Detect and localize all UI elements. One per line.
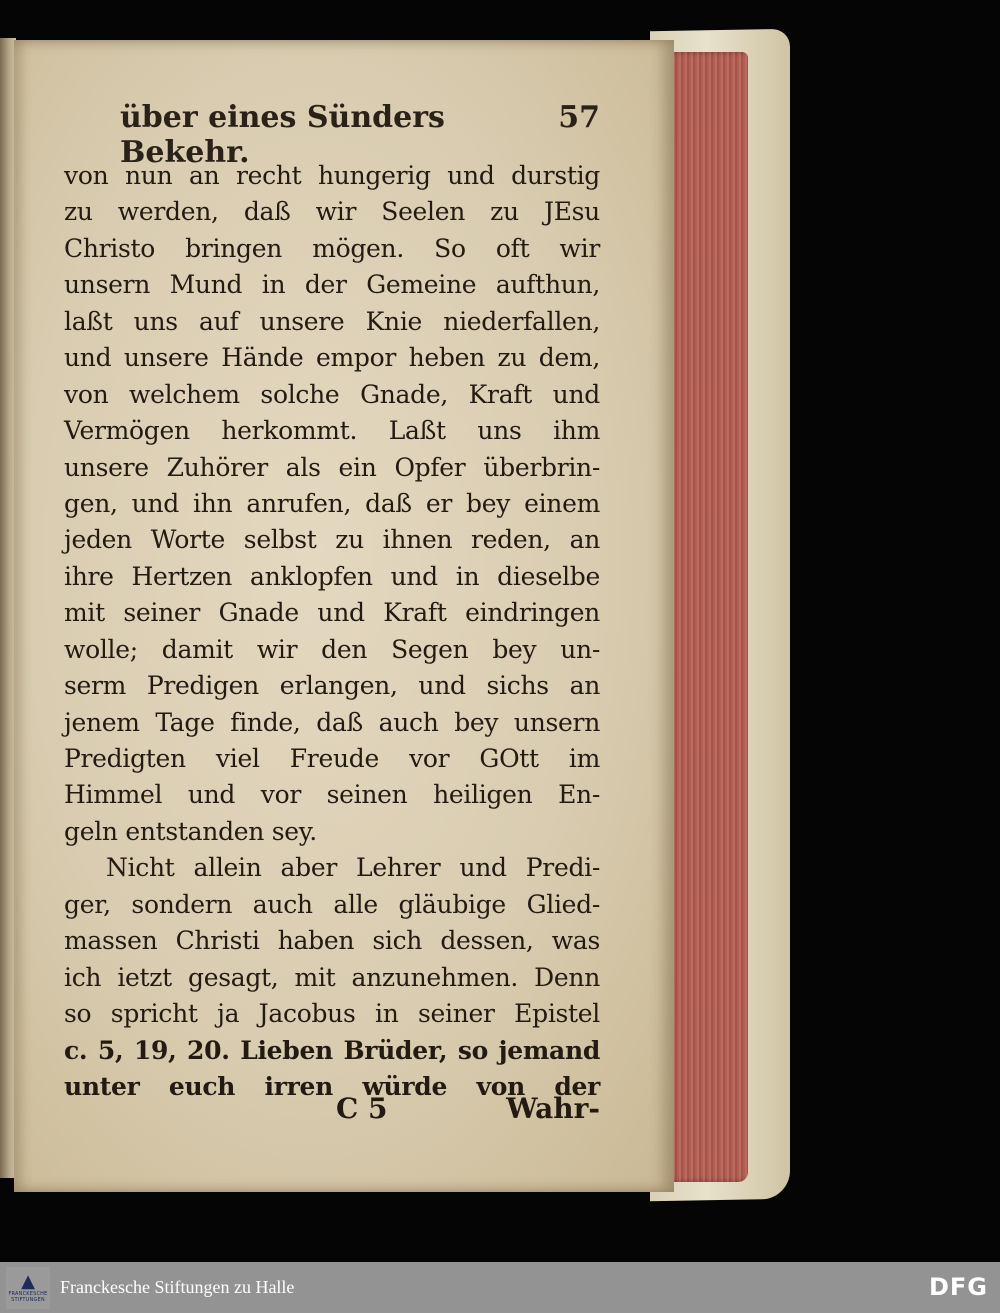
text-line: wolle; damit wir den Segen bey un- [64,634,600,664]
text-line: geln entstanden sey. [64,816,317,846]
page-footer [74,1092,600,1132]
text-line: serm Predigen erlangen, und sichs an [64,671,600,701]
catchword: Wahr- [506,1092,600,1125]
page-stack-edges [666,52,748,1182]
text-line: jeden Worte selbst zu ihnen reden, an [64,525,600,555]
text-line: ihre Hertzen anklopfen und in dieselbe [64,561,600,591]
institution-logo[interactable] [6,1267,50,1309]
text-line: Predigten viel Freude vor GOtt im [64,744,600,773]
book-page [14,40,674,1192]
page-number: 57 [558,100,600,135]
building-icon: ▲ [21,1271,35,1292]
text-line: ich ietzt gesagt, mit anzunehmen. Denn [64,962,600,992]
text-line: zu werden, daß wir Seelen zu JEsu [64,197,600,227]
text-line: Christo bringen mögen. So oft wir [64,233,600,263]
body-text [64,158,600,1105]
signature-mark: C 5 [336,1092,388,1125]
text-line: gen, und ihn anrufen, daß er bey einem [64,488,600,518]
text-line: mit seiner Gnade und Kraft eindringen [64,598,600,628]
text-line: ger, sondern auch alle gläubige Glied- [64,889,600,919]
viewer-footer-bar [0,1262,1000,1313]
text-line: Vermögen herkommt. Laßt uns ihm [64,416,600,446]
text-line: von nun an recht hungerig und durstig [64,161,600,190]
text-line: laßt uns auf unsere Knie niederfallen, [64,306,600,336]
text-line: jenem Tage finde, daß auch bey unsern [64,707,600,737]
institution-logo-text: FRANCKESCHE STIFTUNGEN [8,1291,48,1303]
text-line: Nicht allein aber Lehrer und Predi- [106,853,600,883]
text-line: so spricht ja Jacobus in seiner Epistel [64,999,600,1029]
text-line: unsere Zuhörer als ein Opfer überbrin- [64,452,600,482]
text-line: von welchem solche Gnade, Kraft und [64,379,600,409]
dfg-logo[interactable]: DFG [928,1273,988,1301]
header-title: über eines Sünders Bekehr. [120,100,445,170]
institution-name[interactable]: Franckesche Stiftungen zu Halle [60,1277,295,1297]
text-line: c. 5, 19, 20. Lieben Brüder, so jemand [64,1035,600,1065]
text-line: unter euch irren würde von der [64,1071,600,1101]
text-line: massen Christi haben sich dessen, was [64,926,600,956]
text-line: Himmel und vor seinen heiligen En- [64,780,600,810]
text-line: unsern Mund in der Gemeine aufthun, [64,270,600,300]
text-line: und unsere Hände empor heben zu dem, [64,343,600,373]
